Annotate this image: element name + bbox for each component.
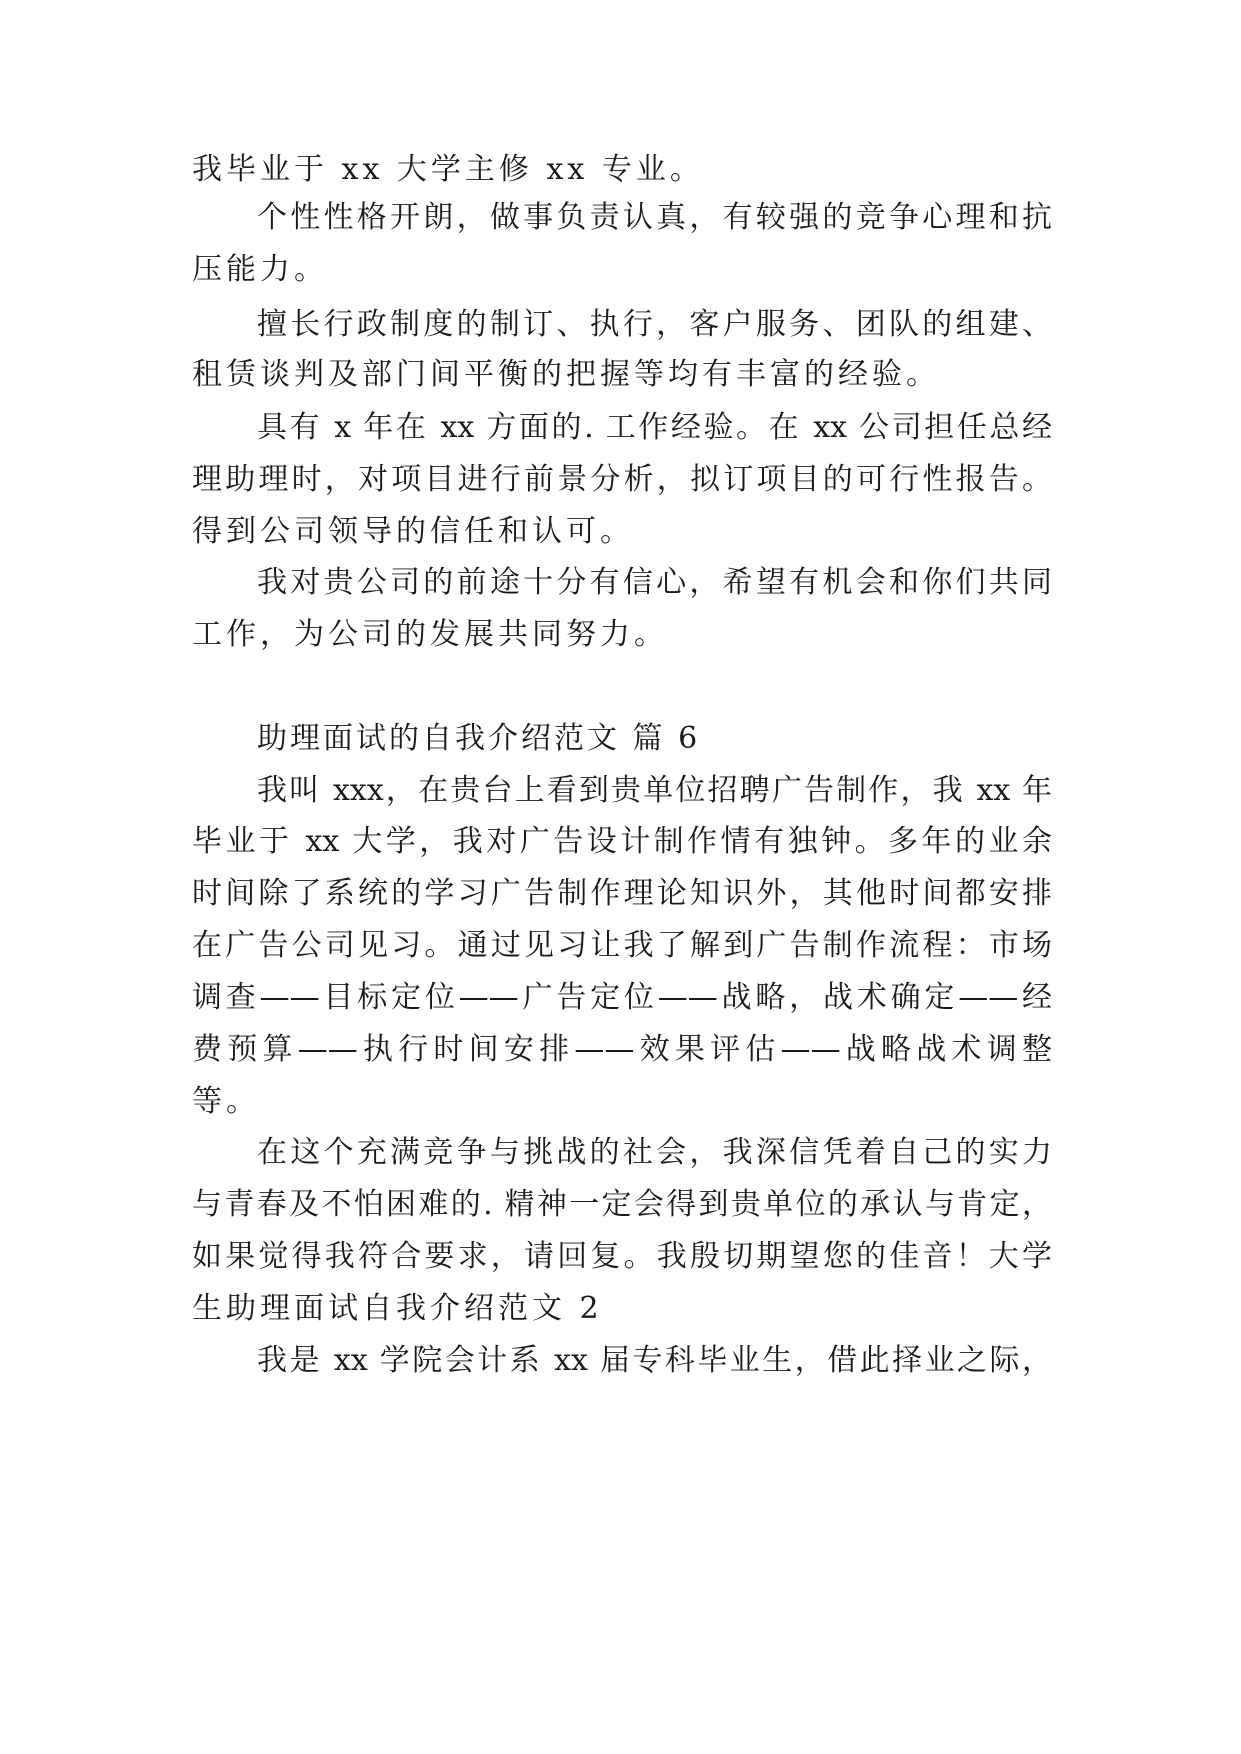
paragraph-line: 时间除了系统的学习广告制作理论知识外，其他时间都安排 [192, 876, 1052, 911]
paragraph-line: 擅长行政制度的制订、执行，客户服务、团队的组建、 [257, 307, 1052, 342]
paragraph-line: 我对贵公司的前途十分有信心，希望有机会和你们共同 [257, 565, 1052, 600]
paragraph-line: 具有 x 年在 xx 方面的. 工作经验。在 xx 公司担任总经 [257, 410, 1052, 445]
section-heading: 助理面试的自我介绍范文 篇 6 [257, 721, 701, 756]
paragraph-line: 等。 [192, 1084, 260, 1119]
paragraph-line: 生助理面试自我介绍范文 2 [192, 1291, 603, 1326]
paragraph-line: 个性性格开朗，做事负责认真，有较强的竞争心理和抗 [257, 200, 1052, 235]
paragraph-line: 租赁谈判及部门间平衡的把握等均有丰富的经验。 [192, 357, 940, 392]
paragraph-line: 工作，为公司的发展共同努力。 [192, 617, 668, 652]
paragraph-line: 我是 xx 学院会计系 xx 届专科毕业生，借此择业之际， [257, 1343, 1052, 1378]
paragraph-line: 理助理时，对项目进行前景分析，拟订项目的可行性报告。 [192, 462, 1052, 497]
paragraph-line: 压能力。 [192, 252, 328, 287]
paragraph-line: 如果觉得我符合要求，请回复。我殷切期望您的佳音！大学 [192, 1239, 1052, 1274]
paragraph-line: 我叫 xxx，在贵台上看到贵单位招聘广告制作，我 xx 年 [257, 773, 1052, 808]
paragraph-line: 在这个充满竞争与挑战的社会，我深信凭着自己的实力 [257, 1135, 1052, 1170]
paragraph-line: 得到公司领导的信任和认可。 [192, 514, 634, 549]
paragraph-line: 我毕业于 xx 大学主修 xx 专业。 [192, 152, 704, 187]
paragraph-line: 在广告公司见习。通过见习让我了解到广告制作流程：市场 [192, 928, 1052, 963]
paragraph-line: 毕业于 xx 大学，我对广告设计制作情有独钟。多年的业余 [192, 824, 1052, 859]
paragraph-line: 费预算——执行时间安排——效果评估——战略战术调整 [192, 1032, 1052, 1067]
paragraph-line: 调查——目标定位——广告定位——战略，战术确定——经 [192, 980, 1052, 1015]
paragraph-line: 与青春及不怕困难的. 精神一定会得到贵单位的承认与肯定， [192, 1187, 1052, 1222]
